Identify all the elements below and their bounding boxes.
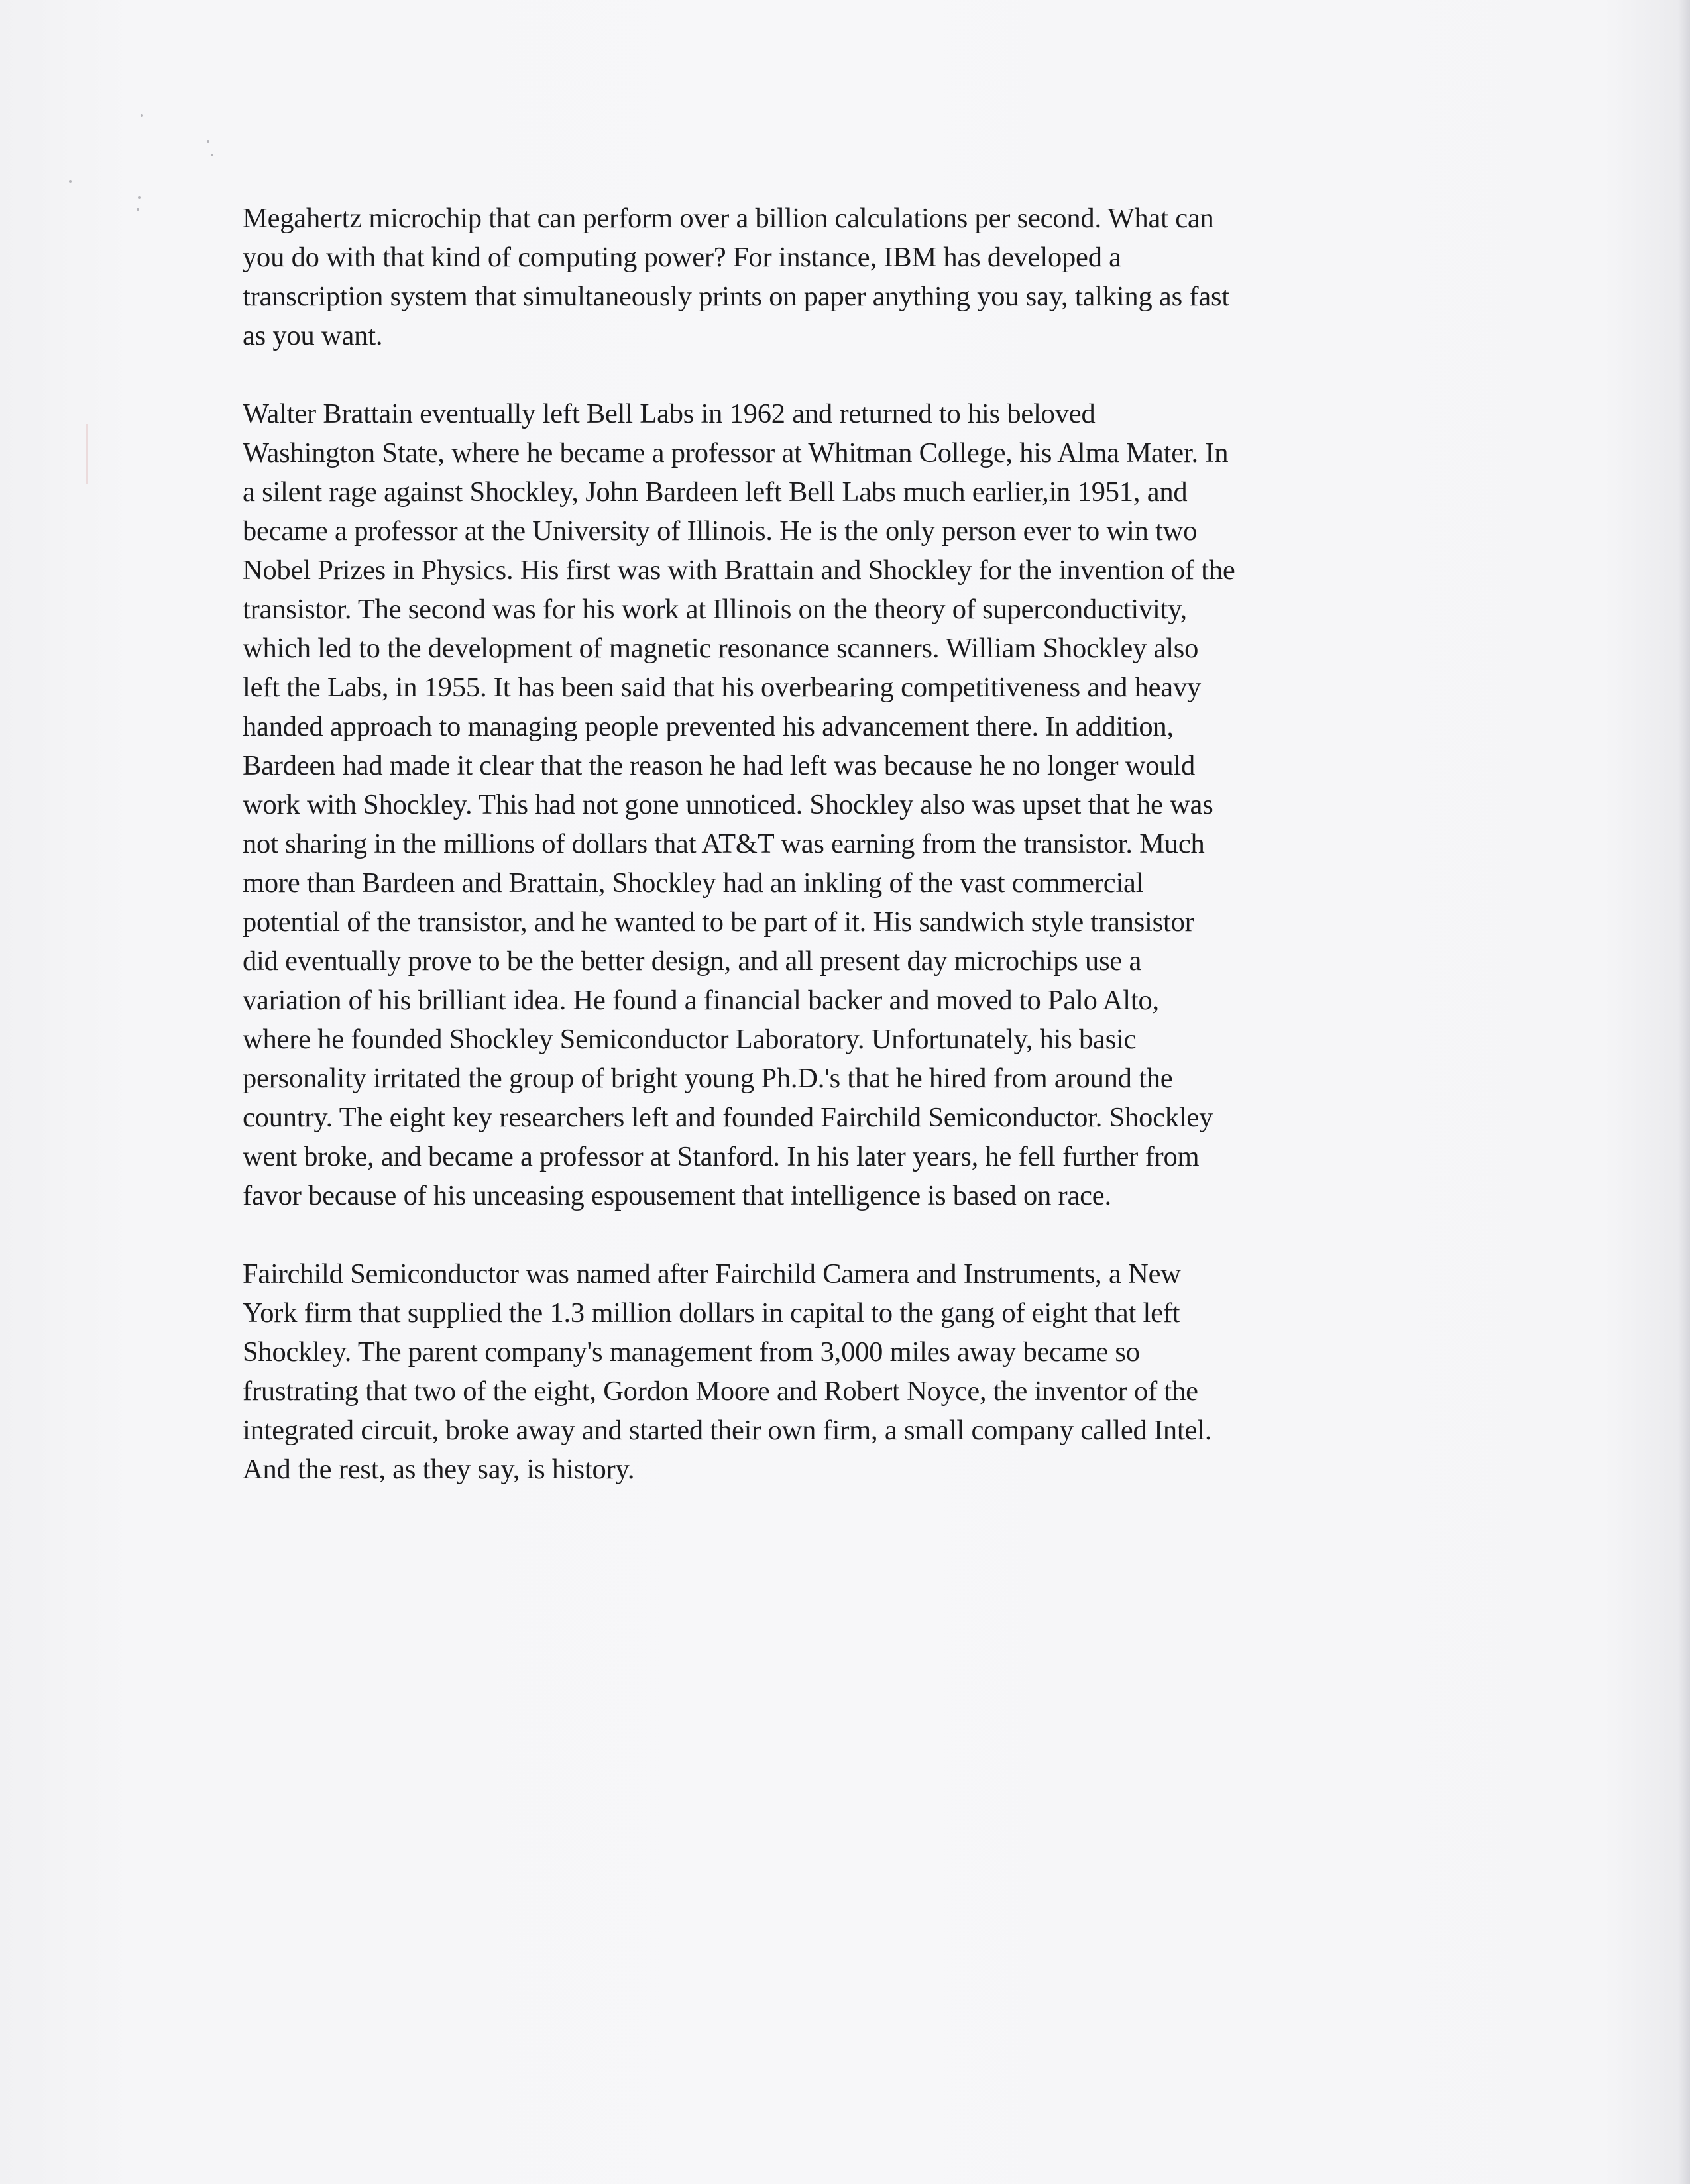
scan-speck <box>137 208 139 211</box>
scan-speck <box>207 140 209 143</box>
document-body <box>243 199 1455 1489</box>
scan-speck <box>141 114 143 117</box>
paragraph-microchip: Megahertz microchip that can perform over a billion calculations per second. What can you do with that kind of computing power? For instance, IBM has developed a transcription system that simultaneously prints on paper anything you say, talking as fast as you want. <box>243 203 1229 351</box>
scan-speck <box>138 196 141 199</box>
scan-edge-mark <box>86 424 88 484</box>
scan-speck <box>69 180 72 183</box>
paragraph-fairchild: Fairchild Semiconductor was named after Fairchild Camera and Instruments, a New York firm that supplied the 1.3 million dollars in capital to the gang of eight that left Shockley. The parent company's management from 3,000 miles away became so frustrating that two of the eight, Gordon Moore and Robert Noyce, the inventor of the integrated circuit, broke away and started their own firm, a small company called Intel. And the rest, as they say, is history. <box>243 1258 1212 1485</box>
scan-speck <box>211 154 213 156</box>
paragraph-brattain-bardeen-shockley: Walter Brattain eventually left Bell Labs in 1962 and returned to his beloved Washington State, where he became a professor at Whitman College, his Alma Mater. In a silent rage against Shockley, John Bardeen left Bell Labs much earlier,in 1951, and became a professor at the University of Illinois. He is the only person ever to win two Nobel Prizes in Physics. His first was with Brattain and Shockley for the invention of the transistor. The second was for his work at Illinois on the theory of superconductivity, which led to the development of magnetic resonance scanners. William Shockley also left the Labs, in 1955. It has been said that his overbearing competitiveness and heavy handed approach to managing people prevented his advancement there. In addition, Bardeen had made it clear that the reason he had left was because he no longer would work with Shockley. This had not gone unnoticed. Shockley also was upset that he was not sharing in the millions of dollars that AT&T was earning from the transistor. Much more than Bardeen and Brattain, Shockley had an inkling of the vast commercial potential of the transistor, and he wanted to be part of it. His sandwich style transistor did eventually prove to be the better design, and all present day microchips use a variation of his brilliant idea. He found a financial backer and moved to Palo Alto, where he founded Shockley Semiconductor Laboratory. Unfortunately, his basic personality irritated the group of bright young Ph.D.'s that he hired from around the country. The eight key researchers left and founded Fairchild Semiconductor. Shockley went broke, and became a professor at Stanford. In his later years, he fell further from favor because of his unceasing espousement that intelligence is based on race. <box>243 398 1235 1211</box>
